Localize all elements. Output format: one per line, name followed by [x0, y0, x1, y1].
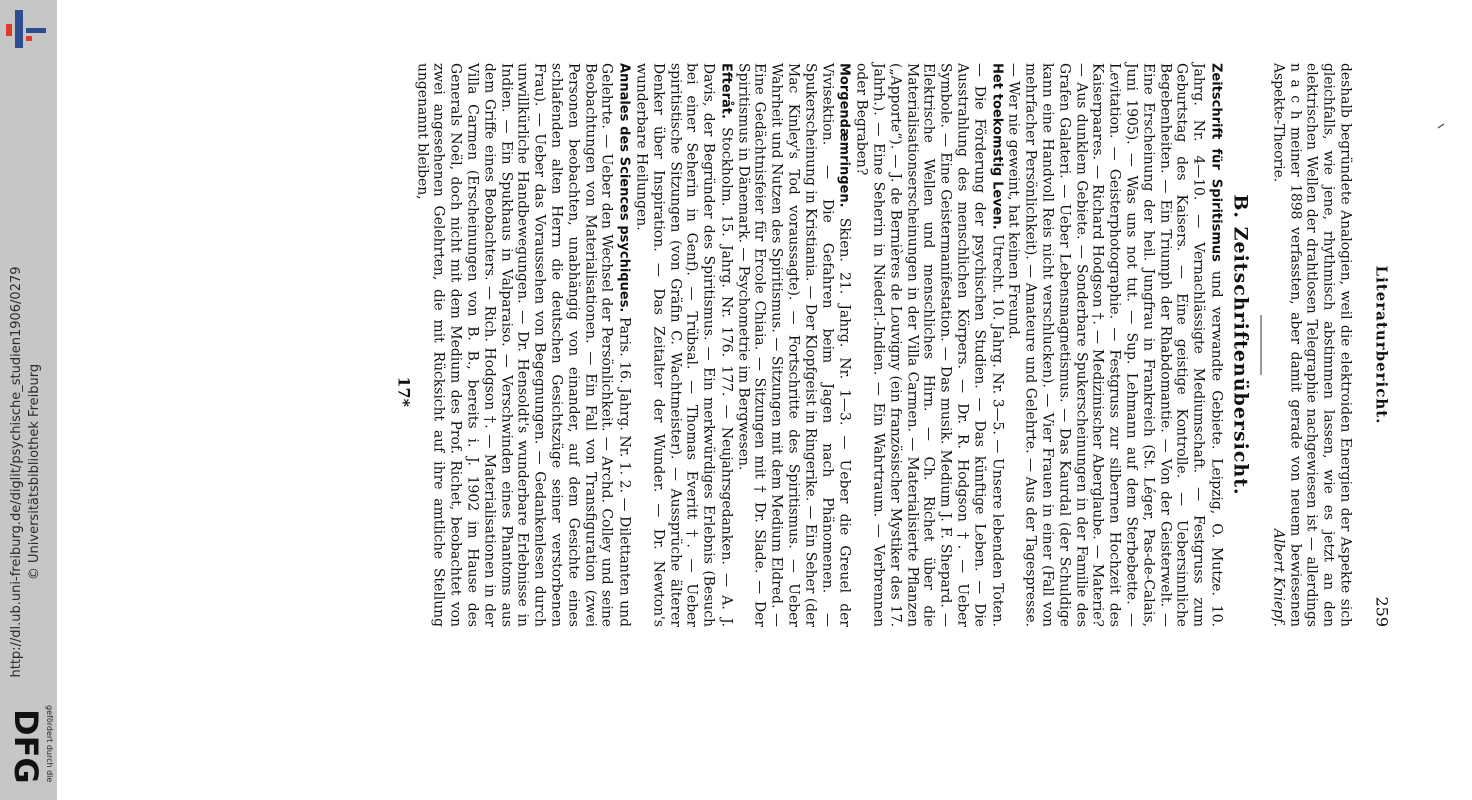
journal-title: Efteråt. — [717, 63, 733, 119]
journal-title: Morgendæmringen. — [836, 63, 852, 208]
journal-contents: Paris. 16. Jahrg. Nr. 1. 2. — Dilettanten und Gelehrte. — Ueber den Wechsel der Persönlichkeit. — Archd. Colley und seine Beobachtungen von Materialisationen. — Ein Fall von Transfiguration (zwei Personen beobachten, unabhängig von einander, auf dem Gesichte eines schlafenden alten Herrn die deutschen Gesichtszüge seiner verstorbenen Frau). — Ueber das Voraussehen von Begegnungen. — Gedankenlesen durch unwillkürliche Handbewegungen. — Dr. Hensoldt's wunderbare Erlebnisse in Indien. — Ein Spukhaus in Valparaiso. — Verschwinden eines Phantoms aus dem Griffe eines Beobachters. — Rich. Hodgson †. — Materialisationen in der Villa Carmen (Erscheinungen von B. B., bereits i. J. 1902 im Hause des Generals Noël, doch nicht mit dem Medium des Prof. Richet, beobachtet von zwei angesehenen Gelehrten, die mit Rücksicht auf ihre amtliche Stellung ungenannt bleiben, — [413, 63, 633, 628]
section-divider — [1260, 315, 1261, 375]
section-heading: B. Zeitschriftenübersicht. — [1229, 194, 1252, 496]
journal-entry — [1005, 63, 1224, 627]
viewer-sidebar — [0, 0, 57, 800]
sidebar-citation — [8, 266, 44, 677]
copyright-notice: © Universitätsbibliothek Freiburg — [27, 363, 42, 581]
intro-signature: Albert Kniepf. — [1269, 528, 1286, 627]
journal-contents: Stockholm. 15. Jahrg. Nr. 176. 177. — Neujahrsgedanken. — A. J. Davis, der Begründer des Spiritismus. — Ein merkwürdiges Erlebnis (Besuch bei einer Seherin in Genf). — Trübsal. — Thomas Everitt †. — Ueber spiritistische Sitzungen (von Gräfin C. Wachtmeister). — Aussprüche älterer Denker über Inspiration. — Das Zeitalter der Wunder. — Dr. Newton's wunderbare Heilungen. — [632, 63, 734, 627]
funder-logo-text: DFG — [7, 709, 45, 784]
journal-title: Annales des Sciences psychiques. — [616, 63, 632, 313]
journal-entry — [734, 63, 853, 627]
signature-mark: 17* — [393, 376, 413, 407]
journal-entry — [632, 63, 734, 627]
scanned-page — [180, 45, 1395, 645]
scan-speck-mark — [1437, 122, 1445, 130]
journal-contents: und verwandte Gebiete. Leipzig, O. Mutze. 10. Jahrg. Nr. 4—10. — Vernachlässigte Mediumschaft. — Festgruss zum Geburtstag des Kaisers. — Eine geistige Kontrolle. — Uebersinnliche Begebenheiten. — Ein Triumph der Rhabdomantie. — Von der Geisterwelt. — Eine Erscheinung der heil. Jungfrau in Frankreich (St. Léger, Pas-de-Calais, Juni 1905). — Was uns not tut. — Sup. Lehmann auf dem Sterbebette. — Levitation. — Geisterphotographie. — Festgruss zur silbernen Hochzeit des Kaiserpaares. — Richard Hodgson †. — Medizinischer Aberglaube. — Materie? — Aus dunklem Gebiete. — Sonderbare Spukerscheinungen in der Familie des Grafen Galateri. — Ueber Lebensmagnetismus. — Das Kaurdal (der Schuldige kann eine Handvoll Reis nicht verschlucken). — Vier Frauen in einer (Fall von mehrfacher Persönlichkeit). — Amateure und Gelehrte. — Aus der Tagespresse. — Wer nie geweint, hat keinen Freund. — [1005, 63, 1225, 628]
journal-entry — [413, 63, 632, 627]
journal-contents: Utrecht. 10. Jahrg. Nr. 3—5. — Unsere lebenden Toten. — Die Förderung der psychischen Studien. — Das künftige Leben. — Die Ausstrahlung des menschlichen Körpers. — Dr. R. Hodgson †. — Ueber Symbole. — Eine Geistermanifestation. — Das musik. Medium J. F. Shepard. — Elektrische Wellen und menschliches Hirn. — Ch. Richet über die Materialisationserscheinungen in der Villa Carmen. — Materialisierte Pflanzen („Apporte“). — J. de Bernières de Louvigny (ein französischer Mystiker des 17. Jahrh.). — Eine Seherin in Niederl.-Indien. — Ein Wahrtraum. — Verbrennen oder Begraben? — [853, 63, 1005, 628]
library-logo-icon — [6, 6, 50, 52]
running-head — [1367, 63, 1389, 627]
funder-note: gefördert durch die — [45, 705, 54, 783]
source-url-link[interactable]: http://dl.ub.uni-freiburg.de/diglit/psychische_studien1906/0279 — [9, 266, 24, 678]
page-number: 259 — [1372, 596, 1391, 627]
journal-entry — [852, 63, 1004, 627]
dfg-logo-icon — [3, 703, 55, 793]
running-head-title: Literaturbericht. — [1372, 265, 1390, 425]
journal-title: Het toekomstig Leven. — [988, 63, 1004, 230]
scanned-page-viewport — [180, 35, 1395, 655]
intro-paragraph — [1269, 63, 1353, 627]
journal-contents: Skien. 21. Jahrg. Nr. 1—3. — Ueber die Greuel der Vivisektion. — Die Gefahren beim Jagen nach Phänomenen. — Spukerscheinung in Kristiania. — Der Klopfgeist in Ringerike. — Ein Seher (der Mac Kinley's Tod voraussagte). — Fortschritte des Spiritismus. — Ueber Wahrheit und Nutzen des Spiritismus. — Sitzungen mit dem Medium Eldred. — Eine Gedächtnisfeier für Ercole Chiaia. — Sitzungen mit † Dr. Slade. — Der Spiritismus in Dänemark. — Psychometrie im Bergwesen. — [734, 63, 853, 627]
intro-text: deshalb begründete Analogien, weil die elektroiden Energien der Aspekte sich gleichfalls, wie jene, rhythmisch abstimmen lassen, wie es jetzt an den elektrischen Wellen der drahtlosen Telegraphie nachgewiesen ist — allerdings n a c h meiner 1898 verfassten, aber damit gerade von neuem bewiesenen Aspekte-Theorie. — [1269, 63, 1353, 627]
journal-title: Zeitschrift für Spiritismus — [1208, 63, 1224, 262]
